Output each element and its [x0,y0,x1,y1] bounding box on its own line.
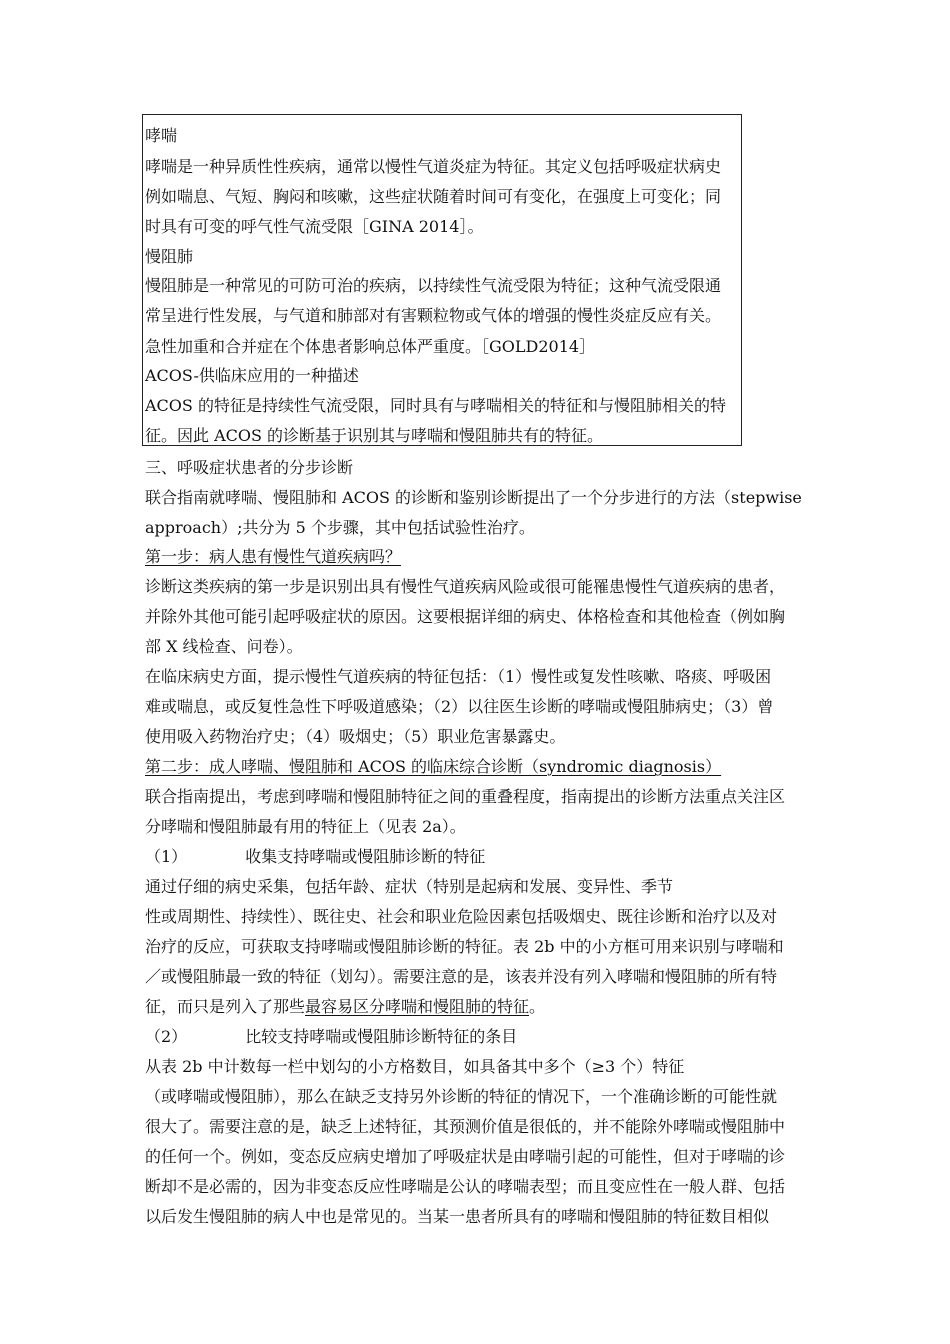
paragraph-line: （或哮喘或慢阻肺），那么在缺乏支持另外诊断的特征的情况下，一个准确诊断的可能性就 [145,1087,778,1106]
box-text-line: 常呈进行性发展，与气道和肺部对有害颗粒物或气体的增强的慢性炎症反应有关。 [145,306,722,325]
subsection-number: （2） [145,1027,188,1046]
text-span: 。 [529,997,546,1016]
box-text-line: 哮喘是一种异质性性疾病，通常以慢性气道炎症为特征。其定义包括呼吸症状病史 [145,157,722,176]
box-heading-asthma: 哮喘 [145,126,178,145]
paragraph-line: 治疗的反应，可获取支持哮喘或慢阻肺诊断的特征。表 2b 中的小方框可用来识别与哮喘和 [145,937,784,956]
subsection-2-heading [145,1027,517,1049]
section-title: 三、呼吸症状患者的分步诊断 [145,458,354,477]
paragraph-line: 在临床病史方面，提示慢性气道疾病的特征包括：（1）慢性或复发性咳嗽、咯痰、呼吸困 [145,667,772,686]
paragraph-line: 联合指南提出，考虑到哮喘和慢阻肺特征之间的重叠程度，指南提出的诊断方法重点关注区 [145,787,786,806]
paragraph-line [145,997,545,1019]
subsection-number: （1） [145,847,188,866]
paragraph-line: 部 X 线检查、问卷）。 [145,637,303,656]
subsection-title: 收集支持哮喘或慢阻肺诊断的特征 [245,847,486,866]
paragraph-line: 以后发生慢阻肺的病人中也是常见的。当某一患者所具有的哮喘和慢阻肺的特征数目相似 [145,1207,770,1226]
box-text-line: 征。因此 ACOS 的诊断基于识别其与哮喘和慢阻肺共有的特征。 [145,426,604,445]
box-text-line: 慢阻肺是一种常见的可防可治的疾病，以持续性气流受限为特征；这种气流受限通 [145,276,722,295]
paragraph-line: 难或喘息，或反复性急性下呼吸道感染；（2）以往医生诊断的哮喘或慢阻肺病史；（3）曾 [145,697,774,716]
intro-line: 联合指南就哮喘、慢阻肺和 ACOS 的诊断和鉴别诊断提出了一个分步进行的方法（stepwise [145,488,802,507]
paragraph-line: 并除外其他可能引起呼吸症状的原因。这要根据详细的病史、体格检查和其他检查（例如胸 [145,607,786,626]
paragraph-line: 断却不是必需的，因为非变态反应性哮喘是公认的哮喘表型；而且变应性在一般人群、包括 [145,1177,786,1196]
box-text-line: 时具有可变的呼气性气流受限［GINA 2014］。 [145,217,484,236]
paragraph-line: 的任何一个。例如，变态反应病史增加了呼吸症状是由哮喘引起的可能性，但对于哮喘的诊 [145,1147,786,1166]
box-heading-copd: 慢阻肺 [145,247,194,266]
paragraph-line: ／或慢阻肺最一致的特征（划勾）。需要注意的是，该表并没有列入哮喘和慢阻肺的所有特 [145,967,778,986]
box-text-line: ACOS 的特征是持续性气流受限，同时具有与哮喘相关的特征和与慢阻肺相关的特 [145,396,726,415]
paragraph-line: 通过仔细的病史采集，包括年龄、症状（特别是起病和发展、变异性、季节 [145,877,674,896]
subsection-1-heading [145,847,485,869]
paragraph-line: 性或周期性、持续性）、既往史、社会和职业危险因素包括吸烟史、既往诊断和治疗以及对 [145,907,778,926]
paragraph-line: 分哮喘和慢阻肺最有用的特征上（见表 2a）。 [145,817,466,836]
step1-title: 第一步：病人患有慢性气道疾病吗？ [145,547,402,566]
box-heading-acos: ACOS-供临床应用的一种描述 [145,366,359,385]
paragraph-line: 从表 2b 中计数每一栏中划勾的小方格数目，如具备其中多个（≥3 个）特征 [145,1057,685,1076]
underlined-emphasis: 最容易区分哮喘和慢阻肺的特征 [305,997,530,1016]
step2-title: 第二步：成人哮喘、慢阻肺和 ACOS 的临床综合诊断（syndromic diagnosis） [145,757,722,776]
paragraph-line: 很大了。需要注意的是，缺乏上述特征，其预测价值是很低的，并不能除外哮喘或慢阻肺中 [145,1117,786,1136]
subsection-title: 比较支持哮喘或慢阻肺诊断特征的条目 [245,1027,518,1046]
paragraph-line: 诊断这类疾病的第一步是识别出具有慢性气道疾病风险或很可能罹患慢性气道疾病的患者， [145,577,786,596]
box-text-line: 例如喘息、气短、胸闷和咳嗽，这些症状随着时间可有变化，在强度上可变化；同 [145,187,722,206]
text-span: 征，而只是列入了那些 [145,997,306,1016]
paragraph-line: 使用吸入药物治疗史；（4）吸烟史；（5）职业危害暴露史。 [145,727,566,746]
intro-line: approach）;共分为 5 个步骤，其中包括试验性治疗。 [145,518,535,537]
box-text-line: 急性加重和合并症在个体患者影响总体严重度。［GOLD2014］ [145,337,596,356]
